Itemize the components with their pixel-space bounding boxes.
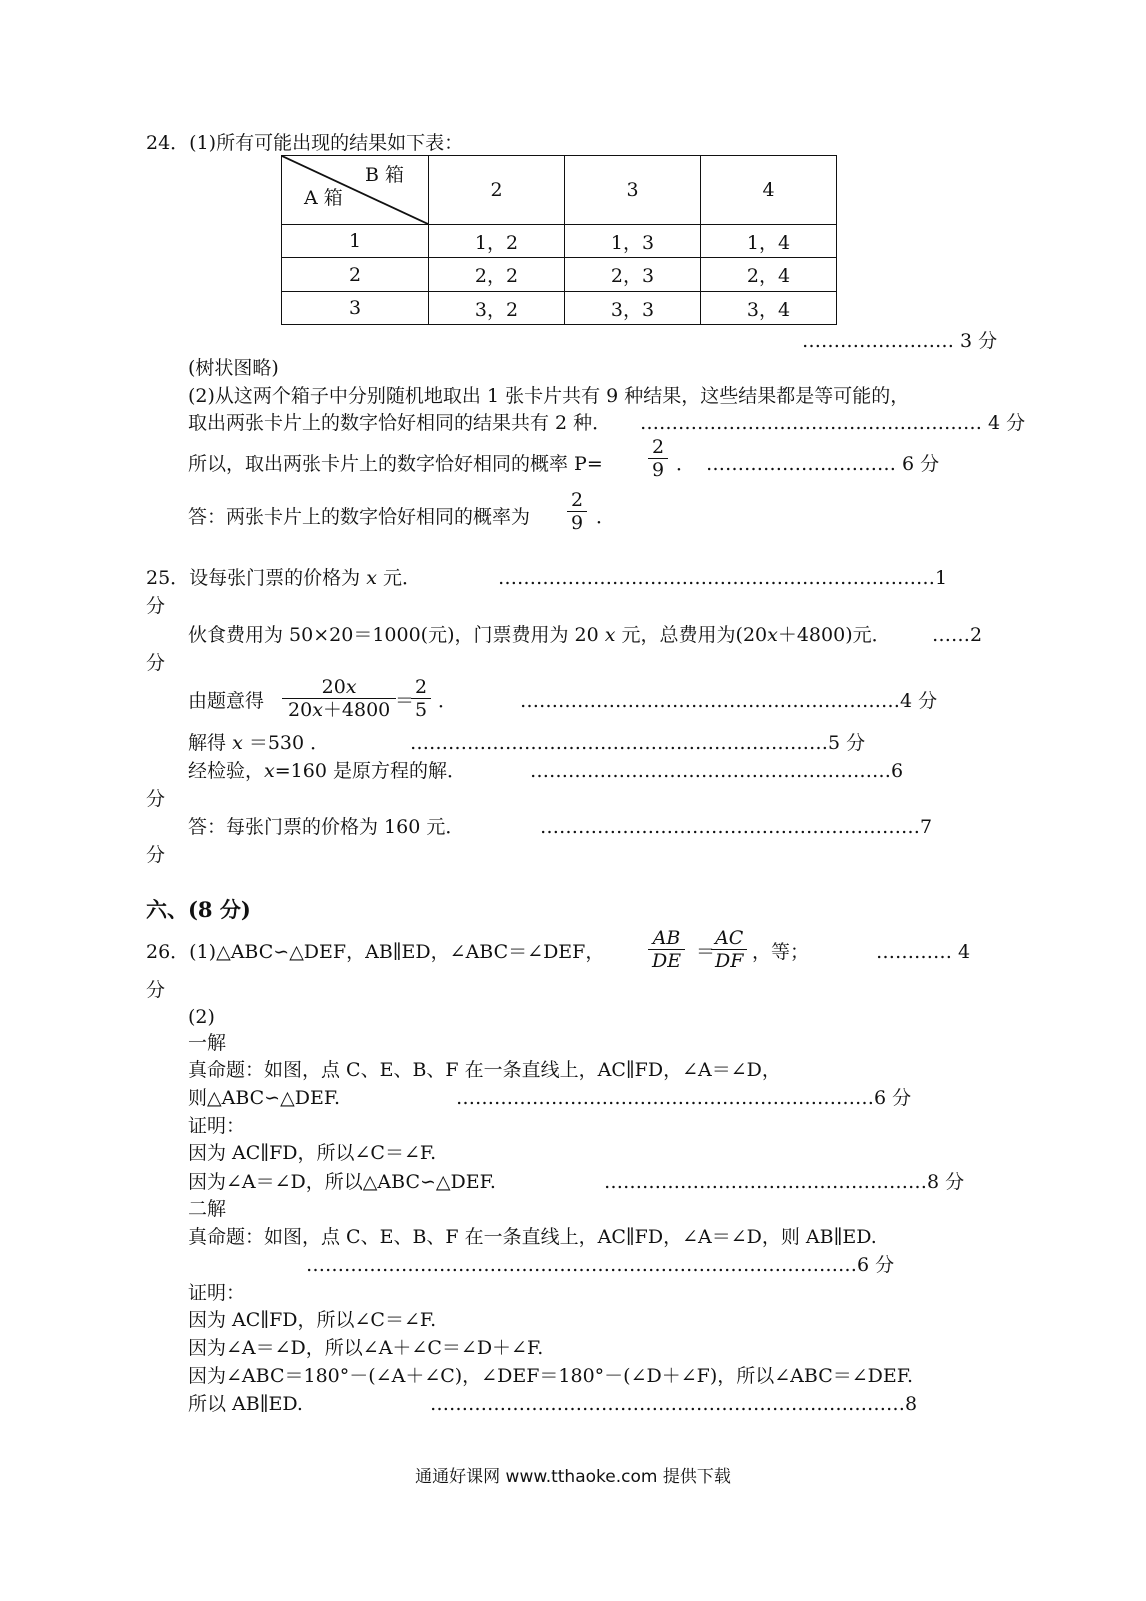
fraction-ab-de bbox=[648, 927, 685, 972]
col-header: 2 bbox=[429, 156, 565, 225]
q24-heading: 24．(1)所有可能出现的结果如下表： bbox=[146, 132, 464, 154]
table-cell: 1，4 bbox=[701, 225, 837, 258]
corner-label-a: A 箱 bbox=[304, 187, 343, 209]
q25-fen-1: 分 bbox=[146, 595, 166, 617]
proof-2-label: 证明： bbox=[188, 1282, 246, 1304]
q25-dots-2: ……2 bbox=[932, 624, 983, 646]
q24-tree-note: (树状图略) bbox=[188, 357, 279, 379]
q25-line-4: 解得 x ＝530 ． bbox=[188, 732, 330, 754]
sol2-line-3: 因为∠A＝∠D，所以∠A＋∠C＝∠D＋∠F. bbox=[188, 1337, 544, 1359]
sol1-line-2: 则△ABC∽△DEF. bbox=[188, 1087, 341, 1109]
table-row bbox=[282, 292, 837, 325]
solution-1-label: 一解 bbox=[188, 1032, 227, 1054]
sol2-line-2: 因为 AC∥FD，所以∠C＝∠F. bbox=[188, 1309, 437, 1331]
q24-line-3: 取出两张卡片上的数字恰好相同的结果共有 2 种． bbox=[188, 412, 612, 434]
fraction-numerator: 20x bbox=[282, 676, 396, 699]
equals-sign: ＝ bbox=[696, 941, 716, 963]
q25-dots-6: ……………………………………………………7 bbox=[540, 816, 933, 838]
section-6-title: 六、(8 分) bbox=[146, 897, 251, 922]
table-cell: 3，4 bbox=[701, 292, 837, 325]
table-cell: 2，2 bbox=[429, 258, 565, 292]
table-row bbox=[282, 225, 837, 258]
fraction-denominator: 9 bbox=[652, 459, 665, 481]
q26-fen-1: 分 bbox=[146, 979, 166, 1001]
row-label: 2 bbox=[282, 258, 429, 292]
fraction-numerator: 2 bbox=[411, 676, 431, 699]
fraction-numerator: 2 bbox=[648, 436, 668, 459]
q26-part-2: (2) bbox=[188, 1006, 215, 1028]
q25-line-6: 答：每张门票的价格为 160 元． bbox=[188, 816, 465, 838]
results-table bbox=[281, 155, 837, 325]
q25-fen-6: 分 bbox=[146, 844, 166, 866]
equals-sign: ＝ bbox=[395, 690, 415, 712]
sol1-line-3: 因为 AC∥FD，所以∠C＝∠F. bbox=[188, 1142, 437, 1164]
fraction-2-9-answer bbox=[567, 489, 587, 534]
q25-dots-3: ……………………………………………………4 分 bbox=[520, 690, 938, 712]
q26-dots-1: ………… 4 bbox=[876, 941, 971, 963]
q24-line-2: (2)从这两个箱子中分别随机地取出 1 张卡片共有 9 种结果，这些结果都是等可能的， bbox=[188, 385, 910, 407]
fraction-denominator: 9 bbox=[571, 512, 584, 534]
fraction-denominator: DE bbox=[652, 950, 682, 972]
q24-score-4: ……………………………………………… 4 分 bbox=[640, 412, 1026, 434]
table-corner-cell bbox=[282, 156, 429, 225]
q24-answer-end: ． bbox=[596, 506, 616, 528]
table-cell: 3，3 bbox=[565, 292, 701, 325]
q26-line-1-end: ，等； bbox=[752, 941, 810, 963]
fraction-numerator: AC bbox=[711, 927, 747, 950]
fraction-numerator: 2 bbox=[567, 489, 587, 512]
table-row bbox=[282, 258, 837, 292]
q25-fen-2: 分 bbox=[146, 652, 166, 674]
q25-line-1: 25．设每张门票的价格为 x 元． bbox=[146, 567, 422, 589]
q24-score-6: ………………………… 6 分 bbox=[706, 453, 940, 475]
sol1-line-1: 真命题：如图，点 C、E、B、F 在一条直线上，AC∥FD，∠A＝∠D， bbox=[188, 1059, 781, 1081]
sol2-line-1: 真命题：如图，点 C、E、B、F 在一条直线上，AC∥FD，∠A＝∠D，则 AB∥ED. bbox=[188, 1226, 877, 1248]
q24-line-4-end: ． bbox=[676, 453, 696, 475]
q25-line-3-end: ． bbox=[438, 690, 458, 712]
q25-line-5: 经检验，x=160 是原方程的解． bbox=[188, 760, 466, 782]
sol2-dots-5: …………………………………………………………………8 bbox=[430, 1393, 918, 1415]
table-cell: 1，2 bbox=[429, 225, 565, 258]
table-cell: 1，3 bbox=[565, 225, 701, 258]
table-cell: 2，4 bbox=[701, 258, 837, 292]
corner-label-b: B 箱 bbox=[364, 164, 404, 186]
sol2-dots-1: ……………………………………………………………………………6 分 bbox=[306, 1254, 895, 1276]
sol1-line-4: 因为∠A＝∠D，所以△ABC∽△DEF. bbox=[188, 1171, 496, 1193]
sol1-dots-4: ……………………………………………8 分 bbox=[604, 1171, 965, 1193]
q25-line-2: 伙食费用为 50×20＝1000(元)，门票费用为 20 x 元，总费用为(20x＋4800)元． bbox=[188, 624, 891, 646]
row-label: 1 bbox=[282, 225, 429, 258]
col-header: 4 bbox=[701, 156, 837, 225]
q24-line-4: 所以，取出两张卡片上的数字恰好相同的概率 P= bbox=[188, 453, 603, 475]
proof-1-label: 证明： bbox=[188, 1115, 246, 1137]
q26-line-1: 26．(1)△ABC∽△DEF，AB∥ED，∠ABC＝∠DEF， bbox=[146, 941, 605, 963]
q25-dots-5: …………………………………………………6 bbox=[530, 760, 904, 782]
fraction-2-9 bbox=[648, 436, 668, 481]
table-cell: 3，2 bbox=[429, 292, 565, 325]
sol2-line-4: 因为∠ABC＝180°－(∠A＋∠C)，∠DEF＝180°－(∠D＋∠F)，所以∠ABC＝∠DEF. bbox=[188, 1365, 914, 1387]
fraction-2-5 bbox=[411, 676, 431, 721]
fraction-numerator: AB bbox=[648, 927, 685, 950]
q25-dots-1: ……………………………………………………………1 bbox=[498, 567, 948, 589]
table-cell: 2，3 bbox=[565, 258, 701, 292]
q25-dots-4: …………………………………………………………5 分 bbox=[410, 732, 866, 754]
col-header: 3 bbox=[565, 156, 701, 225]
sol2-line-5: 所以 AB∥ED. bbox=[188, 1393, 303, 1415]
solution-2-label: 二解 bbox=[188, 1198, 227, 1220]
fraction-denominator: 5 bbox=[415, 699, 428, 721]
fraction-denominator: 20x＋4800 bbox=[288, 699, 391, 721]
footer-credit: 通通好课网 www.tthaoke.com 提供下载 bbox=[415, 1467, 731, 1487]
row-label: 3 bbox=[282, 292, 429, 325]
q25-fen-5: 分 bbox=[146, 788, 166, 810]
q24-score-3: …………………… 3 分 bbox=[802, 330, 998, 352]
q25-line-3: 由题意得 bbox=[188, 690, 265, 712]
fraction-ac-df bbox=[711, 927, 747, 972]
fraction-equation-lhs bbox=[282, 676, 396, 721]
q24-answer: 答：两张卡片上的数字恰好相同的概率为 bbox=[188, 506, 531, 528]
sol1-dots-2: …………………………………………………………6 分 bbox=[456, 1087, 912, 1109]
fraction-denominator: DF bbox=[715, 950, 744, 972]
